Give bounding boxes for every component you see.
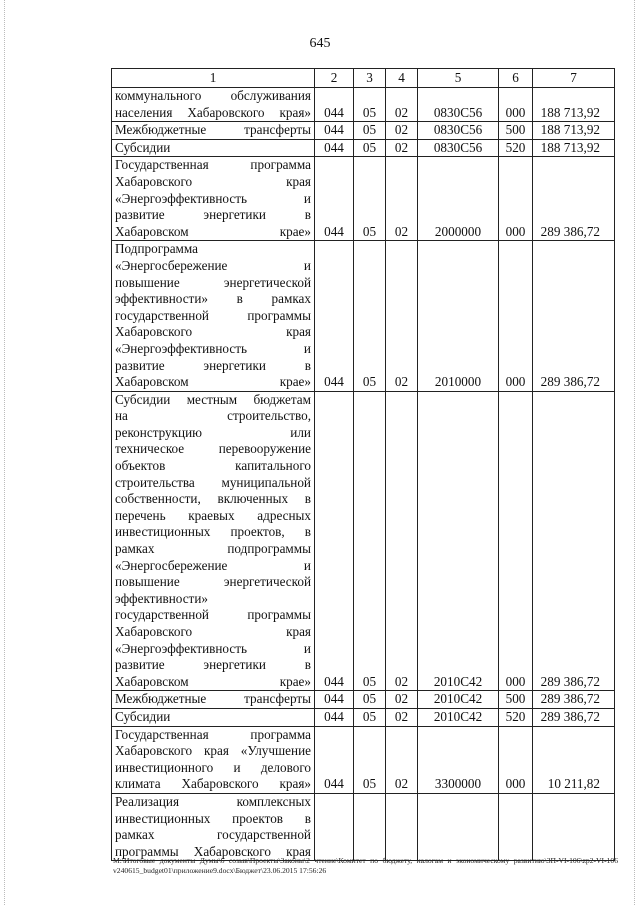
row-name-line: Субсидии местным бюджетам [115,391,311,407]
amount-cell: 289 386,72 [533,391,615,691]
section-cell: 05 [354,241,386,391]
row-name-line: «Энергосбережение и [115,557,311,573]
target-item-cell: 0830С56 [418,88,499,122]
section-cell: 05 [354,139,386,157]
subsection-cell: 02 [386,122,418,140]
row-name-line: государственной программы [115,607,311,623]
row-name-cell [112,793,315,860]
expense-type-cell: 000 [499,241,533,391]
subsection-cell: 02 [386,691,418,709]
expense-type-cell: 500 [499,691,533,709]
row-name-line: Хабаровского края [115,173,311,189]
table-row [112,157,615,241]
target-item-cell: 2010С42 [418,708,499,726]
column-header-5: 5 [418,69,499,88]
expense-type-cell: 000 [499,391,533,691]
subsection-cell: 02 [386,139,418,157]
admin-code-cell: 044 [315,708,354,726]
row-name-line: собственности, включенных в [115,491,311,507]
section-cell [354,793,386,860]
section-cell: 05 [354,391,386,691]
row-name-line: Подпрограмма [115,241,199,257]
row-name-line: Межбюджетные трансферты [115,122,311,138]
scan-edge-right [634,0,636,905]
admin-code-cell: 044 [315,241,354,391]
column-header-3: 3 [354,69,386,88]
expense-type-cell: 000 [499,88,533,122]
row-name-line: Межбюджетные трансферты [115,691,311,707]
row-name-line: Хабаровского края [115,324,311,340]
admin-code-cell: 044 [315,88,354,122]
section-cell: 05 [354,691,386,709]
budget-table [111,68,615,861]
target-item-cell: 2010С42 [418,391,499,691]
row-name-line: строительства муниципальной [115,474,311,490]
row-name-line: рамках подпрограммы [115,541,311,557]
row-name-line: Субсидии [115,708,171,724]
amount-cell: 188 713,92 [533,122,615,140]
admin-code-cell: 044 [315,157,354,241]
amount-cell: 289 386,72 [533,708,615,726]
amount-cell: 289 386,72 [533,691,615,709]
subsection-cell: 02 [386,157,418,241]
row-name-line: Государственная программа [115,157,311,173]
table-body [112,69,615,861]
section-cell: 05 [354,726,386,793]
table-row [112,241,615,391]
row-name-line: развитие энергетики в [115,357,311,373]
file-path-footer: M:\Итоговые документы Думы\6 созыв\Проекты\Законы\2 чтение\Комитет по бюджету, налогам и экономическому развитию\ЗП-VI-106\zp2-VI-106 v240615_budget01\приложение9.docx\Бюджет\23.06.2015 17:56:26 [113,856,618,875]
column-header-1: 1 [112,69,315,88]
row-name-cell [112,708,315,726]
target-item-cell [418,793,499,860]
column-header-2: 2 [315,69,354,88]
row-name-line: «Энергосбережение и [115,257,311,273]
expense-type-cell: 000 [499,157,533,241]
row-name-cell [112,241,315,391]
subsection-cell: 02 [386,708,418,726]
column-header-4: 4 [386,69,418,88]
target-item-cell: 0830С56 [418,122,499,140]
row-name-line: «Энергоэффективность и [115,640,311,656]
row-name-cell [112,157,315,241]
expense-type-cell: 000 [499,726,533,793]
row-name-line: повышение энергетической [115,574,311,590]
subsection-cell [386,793,418,860]
subsection-cell: 02 [386,726,418,793]
page-number: 645 [309,36,331,51]
admin-code-cell: 044 [315,122,354,140]
expense-type-cell: 500 [499,122,533,140]
row-name-line: эффективности» [115,590,208,606]
row-name-cell [112,88,315,122]
row-name-cell [112,391,315,691]
row-name-line: Хабаровском крае» [115,374,311,390]
row-name-line: рамках государственной [115,827,311,843]
row-name-line: коммунального обслуживания [115,88,311,103]
table-row [112,726,615,793]
table-header-row [112,69,615,88]
row-name-line: «Энергоэффективность и [115,190,311,206]
row-name-line: реконструкцию или [115,424,311,440]
row-name-line: повышение энергетической [115,274,311,290]
row-name-line: перечень краевых адресных [115,507,311,523]
section-cell: 05 [354,157,386,241]
row-name-line: инвестиционных проектов, в [115,524,311,540]
row-name-cell [112,122,315,140]
table-row [112,793,615,860]
section-cell: 05 [354,88,386,122]
row-name-cell [112,139,315,157]
scan-edge-left [4,0,6,905]
target-item-cell: 3300000 [418,726,499,793]
target-item-cell: 0830С56 [418,139,499,157]
row-name-line: Хабаровском крае» [115,673,311,689]
table-row [112,391,615,691]
amount-cell: 289 386,72 [533,241,615,391]
table-row [112,88,615,122]
section-cell: 05 [354,708,386,726]
column-header-7: 7 [533,69,615,88]
row-name-line: Хабаровского края «Улучшение [115,743,311,759]
row-name-line: инвестиционных проектов в [115,810,311,826]
amount-cell: 188 713,92 [533,88,615,122]
row-name-line: Реализация комплексных [115,793,311,809]
section-cell: 05 [354,122,386,140]
row-name-line: на строительство, [115,408,311,424]
row-name-line: эффективности» в рамках [115,291,311,307]
row-name-line: Государственная программа [115,726,311,742]
subsection-cell: 02 [386,241,418,391]
row-name-line: техническое перевооружение [115,441,311,457]
expense-type-cell: 520 [499,708,533,726]
amount-cell: 10 211,82 [533,726,615,793]
amount-cell [533,793,615,860]
subsection-cell: 02 [386,88,418,122]
table-row [112,122,615,140]
table-row [112,691,615,709]
amount-cell: 289 386,72 [533,157,615,241]
row-name-line: развитие энергетики в [115,657,311,673]
admin-code-cell: 044 [315,726,354,793]
row-name-line: развитие энергетики в [115,207,311,223]
row-name-line: государственной программы [115,307,311,323]
expense-type-cell [499,793,533,860]
column-header-6: 6 [499,69,533,88]
subsection-cell: 02 [386,391,418,691]
row-name-line: «Энергоэффективность и [115,340,311,356]
target-item-cell: 2010С42 [418,691,499,709]
row-name-cell [112,691,315,709]
admin-code-cell: 044 [315,139,354,157]
row-name-line: Хабаровского края [115,624,311,639]
admin-code-cell [315,793,354,860]
row-name-line: климата Хабаровского края» [115,776,311,792]
row-name-cell [112,726,315,793]
row-name-line: программы Хабаровского края [115,843,311,859]
expense-type-cell: 520 [499,139,533,157]
table-row [112,139,615,157]
row-name-line: Хабаровском крае» [115,223,311,239]
admin-code-cell: 044 [315,691,354,709]
table-row [112,708,615,726]
row-name-line: объектов капитального [115,458,311,474]
admin-code-cell: 044 [315,391,354,691]
row-name-line: Субсидии [115,139,171,155]
amount-cell: 188 713,92 [533,139,615,157]
target-item-cell: 2000000 [418,157,499,241]
row-name-line: населения Хабаровского края» [115,104,311,120]
row-name-line: инвестиционного и делового [115,759,311,775]
target-item-cell: 2010000 [418,241,499,391]
